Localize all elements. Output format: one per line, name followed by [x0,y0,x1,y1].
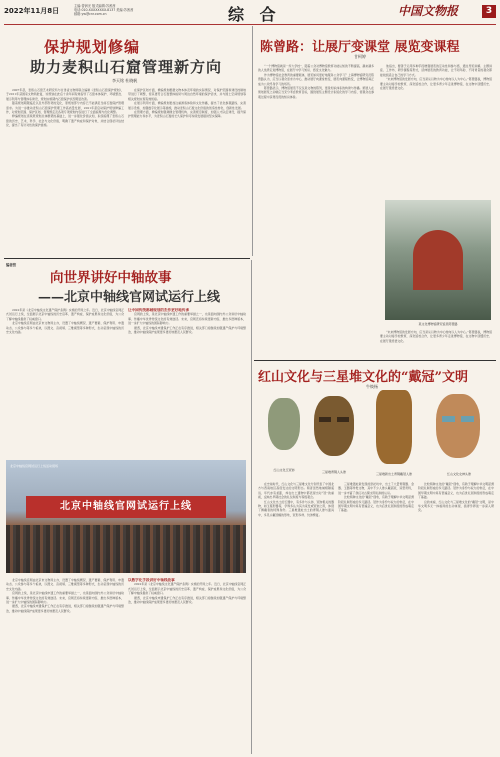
article-column [128,88,246,248]
paragraph: 陈曾路表示，博物馆展览不仅仅是文物的陈列，更是知识体系的构建与传播。策展人在策划展览之初就应当充分考虑教育目标，围绕展览主题设计系统化的学习内容，使观众在参观过程中获得连贯的知识体验。 [258,86,374,99]
byline: 李天铭 杜晓帆 [112,78,138,83]
artifact-caption: 三星堆新出土青铜戴冠人像 [375,472,412,476]
bronze-head-shape [314,396,354,456]
jade-crown-shape [268,398,300,450]
artifact-caption: 红山文化玉冠饰 [273,468,295,472]
paragraph: 据悉，北京中轴线申遗保护工作正在有序推进，相关部门将继续加强遗产保护与环境整治，推动中轴线保护成果更多更好地惠及人民群众。 [128,595,246,605]
event-banner: 北京中轴线官网试运行上线 [26,496,226,518]
audience [6,525,246,573]
paragraph: 北京中轴线官网由北京市文物局主办，设置了中轴线概况、遗产要素、保护利用、申遗动态、公众参与等多个板块，以图文、音视频、三维模型等多种形式，生动呈现中轴线的历史文化内涵。 [6,578,124,591]
paragraph: 官网的上线，是北京中轴线申遗工作的重要举措之一，也是面向国内外公众讲好中轴故事、传播中华优秀传统文化的有效途径。未来，官网还将持续更新内容，推出多语种版本，进一步扩大中轴线的国际影响力。 [6,591,124,605]
paragraph: 他指出，要善于运用多种手段增强展览的互动性和参与感，通过导览讲解、主题讲座、工作坊、研学课程等形式，延伸展览的教育功能，让不同年龄、不同背景的观众都能找到适合自己的学习方式。 [380,64,492,77]
meta-line: 主编:曾润光 版式编辑:苏茜茜 [74,4,116,8]
eye-shape [442,416,455,421]
article-title-line1: 向世界讲好中轴故事 [50,270,172,286]
paragraph: 比较两种文化的“戴冠”现象，有助于理解中华文明起源阶段礼制形成的多元路径。冠作为身份与权力的象征，在中国早期文明中具有普遍意义，也为后世礼冠制度的形成奠定了基础。 [418,482,494,500]
column-divider [252,26,253,256]
artifact-caption: 三星堆青铜人头像 [321,470,346,474]
byline: 牛焕杨 [366,384,378,389]
paragraph: 在史前时代，红山文化与三星堆文化分别代表了中国北方与西南地区高度发达的文明形态。两者虽然地域相隔遥远、年代亦有差距，却在出土遗物中都表现出对“冠”的重视，反映出早期社会的礼仪制度与等级观念。 [258,482,334,500]
meta-line: 邮箱:yw@cnr.com.cn [74,12,107,17]
paragraph: 北京中轴线官网由北京市文物局主办，设置了中轴线概况、遗产要素、保护利用、申遗动态、公众参与等多个板块，以图文、音视频、三维模型等多种形式，生动呈现中轴线的历史文化内涵。 [6,321,124,335]
article-title: 红山文化与三星堆文化的“戴冠”文明 [258,370,468,385]
issue-date: 2022年11月8日 [4,7,60,15]
photo-caption: 北京中轴线官网试运行上线活动现场 [10,464,59,468]
article-column [258,482,334,754]
artifact-image-crowned-figure [364,390,424,470]
eye-shape [461,416,474,421]
paragraph: 官网的上线，是北京中轴线申遗工作的重要举措之一，也是面向国内外公众讲好中轴故事、传播中华优秀传统文化的有效途径。未来，官网还将持续更新内容，推出多语种版本，进一步扩大中轴线的国际影响力。 [128,312,246,326]
article-column [6,88,124,248]
paragraph: 随着规划期限临近以及外部形势的变化，原规划部分内容已不能满足当前石窟保护管理需求。为进一步推动麦积山石窟保护管理工作高质量发展，2021年起启动保护规划修编工作，对规划范围、保护区划、管理规定及各项专项规划内容进行了全面梳理与优化调整。 [6,101,124,115]
article-column [380,64,492,196]
paragraph: “一个博物馆就是一所大学校”，随着公众对博物馆教育功能认知的不断提高，越来越多的人选择走进博物馆，在展厅中学习知识、感受文化魅力。 [258,64,374,73]
meta-line: 电话:010-XXXXXXXX-8137 美编:苏茜茜 [74,8,134,13]
newspaper-logo: 中国文物报 [398,4,459,18]
eye-shape [337,417,349,422]
section-title: 综 合 [228,5,281,24]
article-column [6,308,124,456]
paragraph: “未来博物馆的发展方向，应当是从以物为中心转向以人为中心。”陈曾路说，博物馆要主动对接学校教育，深化馆校合作，让更多青少年走进博物馆，在文物中读懂历史、在展厅里感悟文化。 [380,77,492,91]
divider [254,360,496,361]
kicker: 编者按 [6,263,17,267]
paragraph: 红山文化出土的玉器中，有多件与头饰、冠饰相关的器物，如玉箍形器等，学界多认为其为束发或冠饰之用，体现了佩戴者的特殊身份。三星堆遗址出土的青铜人像与面具中，多见头戴冠帽的形象，冠形多样、纹饰繁复。 [258,499,334,517]
paragraph: 比较两种文化的“戴冠”现象，有助于理解中华文明起源阶段礼制形成的多元路径。冠作为身份与权力的象征，在中国早期文明中具有普遍意义，也为后世礼冠制度的形成奠定了基础。 [338,495,414,513]
article-title-line2: ——北京中轴线官网试运行上线 [38,290,221,305]
paragraph: 在管理方面，修编规划强调健全管理机构、完善规章制度、加强人才队伍建设，提升保护管理能力和水平，为麦积山石窟的长久保护和可持续发展提供坚实保障。 [128,110,246,119]
paragraph: 2022年是《北京中轴线文化遗产保护条例》实施的开局之年。近日，北京中轴线官网正式试运行上线，全面展示北京中轴线的历史沿革、遗产构成、保护成果和文化价值，为公众了解中轴线提供了权威窗口。 [6,308,124,321]
paragraph: 据悉，北京中轴线申遗保护工作正在有序推进，相关部门将继续加强遗产保护与环境整治，推动中轴线保护成果更多更好地惠及人民群众。 [128,325,246,335]
subheading: 以数字化手段讲好中轴线故事 [128,578,175,582]
page-number: 3 [482,5,496,18]
article-title: 陈曾路：让展厅变课堂 展览变课程 [260,40,460,55]
article-column [418,482,494,754]
subheading: 让中国传统都城规划的杰作更好地传承 [128,308,190,312]
paragraph: 2007年起，麦积山石窟艺术研究所与甘肃省文物局联合编制《麦积山石窟保护规划》，于2011年获国家文物局批复，该规划在此后十余年间有效指导了石窟本体保护、环境整治、展示利用与管理体系建设，规划实施期内石窟保护状况明显改善。 [6,88,124,101]
paragraph: “未来博物馆的发展方向，应当是从以物为中心转向以人为中心。”陈曾路说，博物馆要主动对接学校教育，深化馆校合作，让更多青少年走进博物馆，在文物中读懂历史、在展厅里感悟文化。 [380,330,492,343]
article-column [128,578,246,754]
byline: 甘柯婷 [354,54,366,59]
article-column [380,330,492,358]
event-photo [6,460,246,573]
photo-caption: 某文化博物馆研究馆员陈曾路 [418,322,458,326]
column-divider [251,260,252,754]
paragraph: 修编规划在延续原规划总体框架的基础上，进一步强化价值认知，系统梳理了麦积山石窟的历史、艺术、科学、社会与文化价值，明确了遗产构成和保护对象，并结合现状评估结论，提出了有针对性的保护措施。 [6,114,124,128]
portrait-photo [385,200,491,320]
artifact-image-bronze-head [306,392,362,468]
header-rule [4,24,496,25]
paragraph: 三星堆遗址新发现的祭祀坑中，出土了大量青铜器、金器、玉器等珍贵文物，其中不少人像头戴高冠，造型奇特，进一步丰富了我们对古蜀文明礼制的认识。 [338,482,414,495]
article-title-line2: 助力麦积山石窟管理新方向 [30,58,223,76]
editor-info [74,4,194,17]
article-column [128,308,246,456]
gate-shape [413,230,463,290]
artifact-image-goddess [426,388,492,470]
paragraph: 据悉，北京中轴线申遗保护工作正在有序推进，相关部门将继续加强遗产保护与环境整治，推动中轴线保护成果更多更好地惠及人民群众。 [6,604,124,613]
paragraph: 2022年是《北京中轴线文化遗产保护条例》实施的开局之年。近日，北京中轴线官网正式试运行上线，全面展示北京中轴线的历史沿革、遗产构成、保护成果和文化价值，为公众了解中轴线提供了权威窗口。 [128,582,246,596]
article-column [258,64,374,254]
paragraph: 总的来看，红山文化与三星堆文化的“戴冠”文明，是中华文明多元一体格局的生动体现，值得学界进一步深入研究。 [418,499,494,513]
artifact-caption: 红山文化女神头像 [446,472,471,476]
eye-shape [319,417,331,422]
artifact-image-jade [262,394,306,466]
article-column [338,482,414,754]
article-column [6,578,124,754]
goddess-head-shape [436,394,480,458]
paragraph: 作为博物馆社会教育的重要载体，展览如何更好地服务公众学习？上海博物馆研究员陈曾路认为，应当以观众需求为中心，推动展厅向课堂转变、展览向课程转变，让博物馆真正成为公众终身学习的场所。 [258,72,374,86]
paragraph: 在保护区划方面，修编规划根据文物本体及环境的实际情况，对保护范围和建设控制地带进行了调整，使其更符合石窟整体格局与周边自然环境的保护需求，并与国土空间规划等相关规划实现有效衔接。 [128,88,246,101]
divider [4,258,250,259]
paragraph: 在展示利用方面，修编规划更加注重游客体验和文化传播，提出了优化参观路线、完善展示设施、加强数字化展示等措施，推动麦积山石窟文化价值的创造性转化、创新性发展。 [128,101,246,110]
article-title-line1: 保护规划修编 [44,38,141,56]
crowned-figure-shape [376,390,412,464]
